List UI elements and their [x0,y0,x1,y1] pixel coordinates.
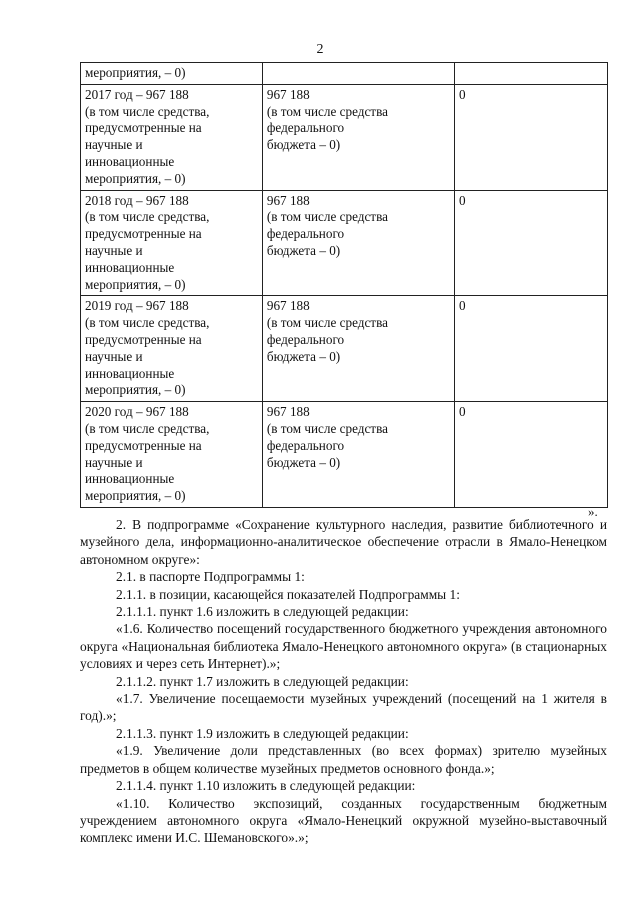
cell-line: 967 188 [266,404,310,420]
cell-line: мероприятия, – 0) [85,488,186,504]
cell-line: 967 188 [266,192,310,208]
funding-table [80,62,608,508]
cell-line: федерального [266,120,345,136]
table-cell-empty [455,63,608,85]
cell-line: 2018 год – 967 188 [85,192,189,208]
paragraph: 2.1.1.3. пункт 1.9 изложить в следующей редакции: [116,725,409,741]
cell-line: инновационные [85,365,175,381]
table-cell-fragment: мероприятия, – 0) [81,63,263,85]
table-cell-empty [262,63,454,85]
cell-line: предусмотренные на [85,226,202,242]
paragraph: 2.1. в паспорте Подпрограммы 1: [116,569,305,585]
cell-line: (в том числе средства [266,103,388,119]
cell-line: федерального [266,437,345,453]
cell-line: бюджета – 0) [266,454,341,470]
paragraph: «1.7. Увеличение посещаемости музейных учреждений (посещений на 1 жителя в год).»; [80,691,607,724]
cell-line: научные и [85,242,143,258]
table-row [81,84,608,190]
cell-line: научные и [85,137,143,153]
cell-line: инновационные [85,153,175,169]
paragraph: «1.9. Увеличение доли представленных (во всех формах) зрителю музейных предметов в общем количестве музейных предметов основного фонда.»; [80,743,607,776]
cell-line: федерального [266,331,345,347]
cell-line: бюджета – 0) [266,242,341,258]
table-cell-other: 0 [455,402,608,508]
cell-line: предусмотренные на [85,120,202,136]
cell-line: научные и [85,454,143,470]
cell-line: (в том числе средства [266,315,388,331]
cell-line: 967 188 [266,298,310,314]
cell-line: (в том числе средства, [85,103,210,119]
cell-line: научные и [85,348,143,364]
cell-line: (в том числе средства [266,420,388,436]
table-cell-federal [262,190,454,296]
amendment-text [80,516,607,847]
cell-line: (в том числе средства, [85,209,210,225]
table-cell-other: 0 [455,190,608,296]
paragraph: 2.1.1.1. пункт 1.6 изложить в следующей редакции: [116,604,409,620]
table-cell-other: 0 [455,84,608,190]
table-row [81,402,608,508]
cell-line: (в том числе средства, [85,315,210,331]
cell-line: 2017 год – 967 188 [85,86,189,102]
table-row [81,296,608,402]
paragraph: «1.6. Количество посещений государственного бюджетного учреждения автономного округа «Национальная библиотека Ямало-Ненецкого автономного округа» (в стационарных условиях и через сеть Интернет).»; [80,621,607,672]
cell-line: мероприятия, – 0) [85,170,186,186]
page-number: 2 [316,42,324,57]
cell-line: мероприятия, – 0) [85,276,186,292]
cell-line: (в том числе средства [266,209,388,225]
table-cell-federal [262,296,454,402]
cell-line: федерального [266,226,345,242]
paragraph: 2.1.1.4. пункт 1.10 изложить в следующей редакции: [116,778,416,794]
closing-quote: ». [588,504,598,519]
cell-line: предусмотренные на [85,331,202,347]
paragraph: 2.1.1. в позиции, касающейся показателей Подпрограммы 1: [116,586,460,602]
cell-line: 2019 год – 967 188 [85,298,189,314]
cell-line: инновационные [85,259,175,275]
table-cell-federal [262,402,454,508]
table-row [81,190,608,296]
table-cell-total [81,84,263,190]
paragraph: «1.10. Количество экспозиций, созданных государственным бюджетным учреждением автономного округа «Ямало-Ненецкий окружной музейно-выставочный комплекс имени И.С. Шемановского».»; [80,795,607,846]
table-cell-federal [262,84,454,190]
table-cell-other: 0 [455,296,608,402]
cell-line: предусмотренные на [85,437,202,453]
cell-line: инновационные [85,471,175,487]
table-cell-total [81,190,263,296]
table-cell-total [81,296,263,402]
table-cell-total [81,402,263,508]
table-row-fragment [81,63,608,85]
cell-line: бюджета – 0) [266,137,341,153]
cell-line: мероприятия, – 0) [85,382,186,398]
cell-line: бюджета – 0) [266,348,341,364]
paragraph: 2. В подпрограмме «Сохранение культурного наследия, развитие библиотечного и музейного дела, информационно-аналитическое обеспечение отрасли в Ямало-Ненецком автономном округе»: [80,517,607,567]
cell-line: (в том числе средства, [85,420,210,436]
paragraph: 2.1.1.2. пункт 1.7 изложить в следующей редакции: [116,673,409,689]
cell-line: 967 188 [266,86,310,102]
cell-line: 2020 год – 967 188 [85,404,189,420]
